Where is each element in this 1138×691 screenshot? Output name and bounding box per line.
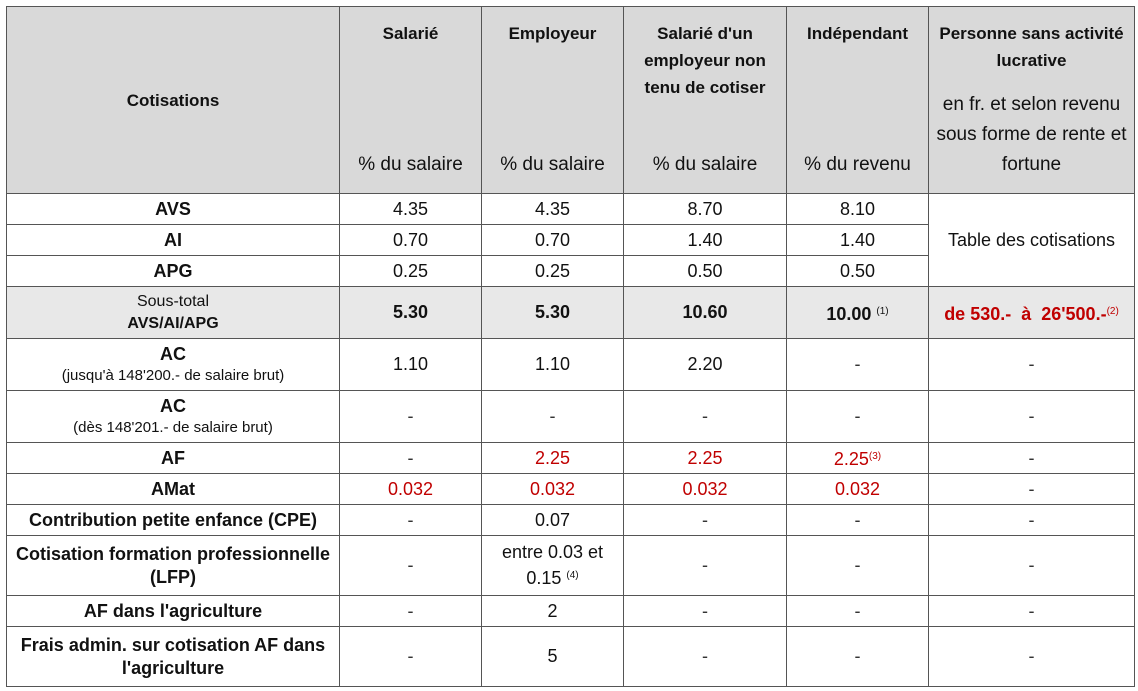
amat-non-tenu: 0.032 bbox=[624, 474, 787, 505]
frais-agri-employeur: 5 bbox=[482, 627, 624, 687]
header-independant bbox=[787, 7, 929, 194]
row-cpe bbox=[7, 505, 1135, 536]
cpe-sans-activite: - bbox=[929, 505, 1135, 536]
af-salarie: - bbox=[340, 443, 482, 474]
subtotal-employeur: 5.30 bbox=[482, 287, 624, 339]
af-agri-salarie: - bbox=[340, 596, 482, 627]
cpe-non-tenu: - bbox=[624, 505, 787, 536]
cotisations-table bbox=[6, 6, 1135, 687]
ac2-salarie: - bbox=[340, 391, 482, 443]
subtotal-sans-activite bbox=[929, 287, 1135, 339]
label-frais-admin-agriculture: Frais admin. sur cotisation AF dans l'agriculture bbox=[7, 627, 340, 687]
cpe-salarie: - bbox=[340, 505, 482, 536]
subtotal-independant-value: 10.00 bbox=[826, 303, 872, 324]
footnote-1: (1) bbox=[876, 305, 889, 317]
lfp-non-tenu: - bbox=[624, 536, 787, 596]
header-non-tenu-title: Salarié d'un employeur non tenu de cotiser bbox=[644, 24, 766, 97]
lfp-employeur-line2: 0.15 bbox=[526, 568, 562, 588]
lfp-salarie: - bbox=[340, 536, 482, 596]
frais-agri-salarie: - bbox=[340, 627, 482, 687]
label-subtotal bbox=[7, 287, 340, 339]
ac1-sub: (jusqu'à 148'200.- de salaire brut) bbox=[61, 367, 285, 384]
label-af-agriculture: AF dans l'agriculture bbox=[7, 596, 340, 627]
footnote-3: (3) bbox=[868, 451, 882, 462]
row-ac-1 bbox=[7, 339, 1135, 391]
header-sans-activite bbox=[929, 7, 1135, 194]
label-lfp: Cotisation formation professionnelle (LFP) bbox=[7, 536, 340, 596]
af-agri-non-tenu: - bbox=[624, 596, 787, 627]
subtotal-independant bbox=[787, 287, 929, 339]
ac1-salarie: 1.10 bbox=[340, 339, 482, 391]
ac1-label: AC bbox=[160, 344, 186, 364]
ac2-independant: - bbox=[787, 391, 929, 443]
header-employeur-title: Employeur bbox=[508, 24, 597, 43]
subtotal-sans-activite-value: de 530.- à 26'500.- bbox=[944, 303, 1107, 324]
header-cotisations: Cotisations bbox=[7, 7, 340, 194]
header-salarie-title: Salarié bbox=[382, 24, 439, 43]
amat-sans-activite: - bbox=[929, 474, 1135, 505]
row-af bbox=[7, 443, 1135, 474]
frais-agri-non-tenu: - bbox=[624, 627, 787, 687]
af-non-tenu: 2.25 bbox=[624, 443, 787, 474]
af-agri-sans-activite: - bbox=[929, 596, 1135, 627]
ac1-non-tenu: 2.20 bbox=[624, 339, 787, 391]
ac2-employeur: - bbox=[482, 391, 624, 443]
subtotal-label-line2: AVS/AI/APG bbox=[127, 314, 219, 332]
row-avs bbox=[7, 194, 1135, 225]
ac1-independant: - bbox=[787, 339, 929, 391]
subtotal-label-line1: Sous-total bbox=[136, 292, 210, 310]
lfp-employeur bbox=[482, 536, 624, 596]
header-row bbox=[7, 7, 1135, 194]
ac2-sub: (dès 148'201.- de salaire brut) bbox=[73, 419, 273, 436]
lfp-independant: - bbox=[787, 536, 929, 596]
row-lfp bbox=[7, 536, 1135, 596]
header-non-tenu-unit: % du salaire bbox=[652, 154, 758, 175]
amat-salarie: 0.032 bbox=[340, 474, 482, 505]
avs-salarie: 4.35 bbox=[340, 194, 482, 225]
header-salarie-unit: % du salaire bbox=[358, 154, 463, 175]
ai-salarie: 0.70 bbox=[340, 225, 482, 256]
amat-independant: 0.032 bbox=[787, 474, 929, 505]
header-sans-activite-title: Personne sans activité lucrative bbox=[939, 24, 1124, 70]
avs-independant: 8.10 bbox=[787, 194, 929, 225]
label-ac-2 bbox=[7, 391, 340, 443]
avs-employeur: 4.35 bbox=[482, 194, 624, 225]
apg-independant: 0.50 bbox=[787, 256, 929, 287]
af-employeur: 2.25 bbox=[482, 443, 624, 474]
ac2-non-tenu: - bbox=[624, 391, 787, 443]
apg-non-tenu: 0.50 bbox=[624, 256, 787, 287]
ai-non-tenu: 1.40 bbox=[624, 225, 787, 256]
row-af-agriculture bbox=[7, 596, 1135, 627]
af-sans-activite: - bbox=[929, 443, 1135, 474]
apg-employeur: 0.25 bbox=[482, 256, 624, 287]
header-salarie-non-tenu bbox=[624, 7, 787, 194]
af-agri-employeur: 2 bbox=[482, 596, 624, 627]
ai-employeur: 0.70 bbox=[482, 225, 624, 256]
header-independant-title: Indépendant bbox=[806, 24, 909, 43]
footnote-2: (2) bbox=[1106, 305, 1119, 317]
apg-salarie: 0.25 bbox=[340, 256, 482, 287]
label-ac-1 bbox=[7, 339, 340, 391]
row-subtotal bbox=[7, 287, 1135, 339]
af-agri-independant: - bbox=[787, 596, 929, 627]
header-salarie bbox=[340, 7, 482, 194]
ac2-label: AC bbox=[160, 396, 186, 416]
avs-non-tenu: 8.70 bbox=[624, 194, 787, 225]
row-amat bbox=[7, 474, 1135, 505]
table-des-cotisations-link[interactable]: Table des cotisations bbox=[929, 194, 1135, 287]
label-cpe: Contribution petite enfance (CPE) bbox=[7, 505, 340, 536]
header-sans-activite-unit: en fr. et selon revenu sous forme de rente et fortune bbox=[936, 94, 1127, 175]
cpe-employeur: 0.07 bbox=[482, 505, 624, 536]
row-frais-admin-agriculture bbox=[7, 627, 1135, 687]
ac1-sans-activite: - bbox=[929, 339, 1135, 391]
lfp-employeur-line1: entre 0.03 et bbox=[501, 542, 604, 562]
ac1-employeur: 1.10 bbox=[482, 339, 624, 391]
row-ac-2 bbox=[7, 391, 1135, 443]
header-employeur-unit: % du salaire bbox=[500, 154, 605, 175]
subtotal-salarie: 5.30 bbox=[340, 287, 482, 339]
header-employeur bbox=[482, 7, 624, 194]
ai-independant: 1.40 bbox=[787, 225, 929, 256]
header-independant-unit: % du revenu bbox=[804, 154, 911, 175]
subtotal-non-tenu: 10.60 bbox=[624, 287, 787, 339]
af-independant bbox=[787, 443, 929, 474]
lfp-sans-activite: - bbox=[929, 536, 1135, 596]
ac2-sans-activite: - bbox=[929, 391, 1135, 443]
label-af: AF bbox=[7, 443, 340, 474]
label-apg: APG bbox=[7, 256, 340, 287]
footnote-4: (4) bbox=[566, 570, 579, 581]
label-ai: AI bbox=[7, 225, 340, 256]
cpe-independant: - bbox=[787, 505, 929, 536]
frais-agri-independant: - bbox=[787, 627, 929, 687]
frais-agri-sans-activite: - bbox=[929, 627, 1135, 687]
label-avs: AVS bbox=[7, 194, 340, 225]
af-independant-value: 2.25 bbox=[833, 449, 869, 469]
amat-employeur: 0.032 bbox=[482, 474, 624, 505]
label-amat: AMat bbox=[7, 474, 340, 505]
